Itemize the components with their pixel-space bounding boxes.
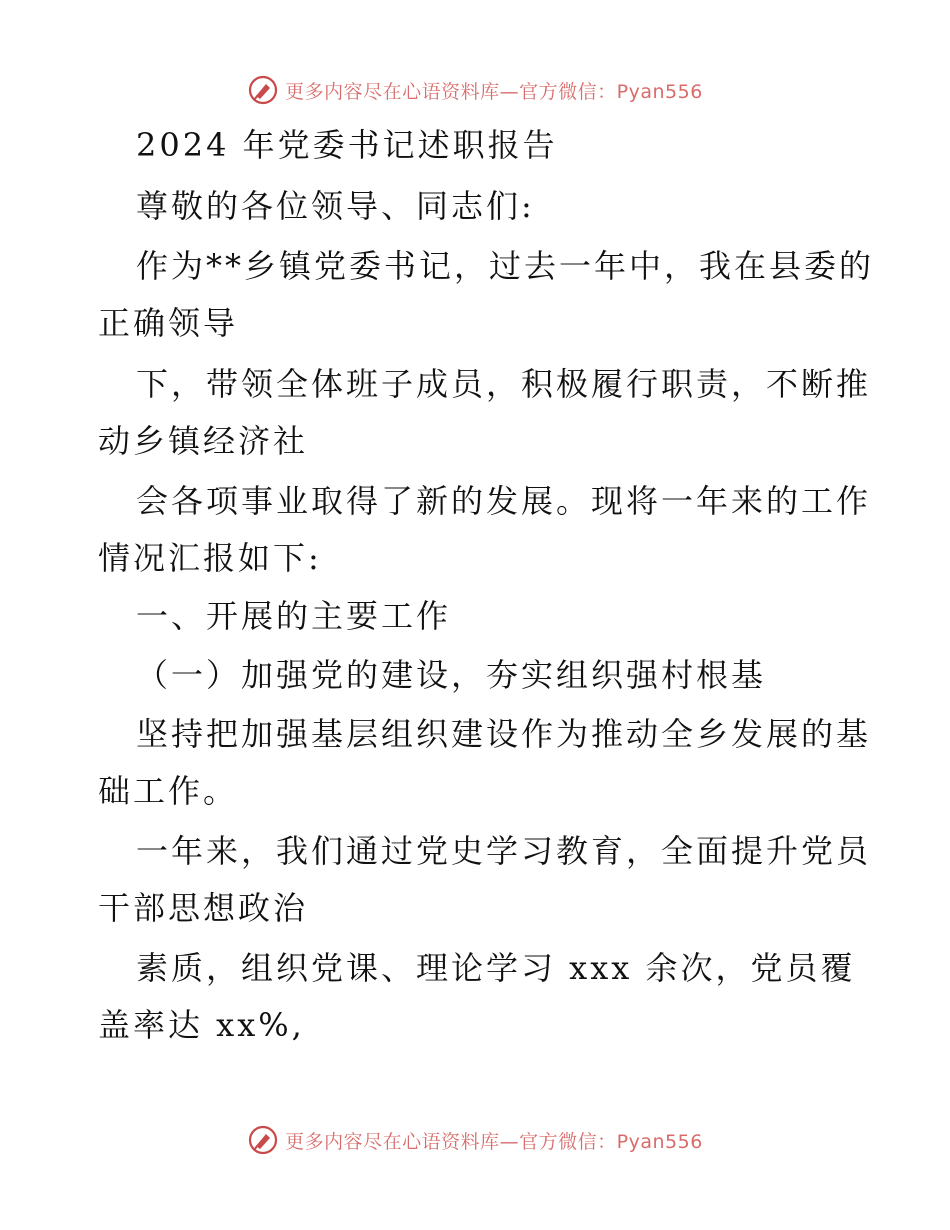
- paragraph-line: 情况汇报如下:: [98, 539, 322, 577]
- paragraph-line: 会各项事业取得了新的发展。现将一年来的工作: [136, 482, 872, 520]
- paragraph-line: 素质，组织党课、理论学习 xxx 余次，党员覆: [136, 949, 856, 987]
- paragraph-line: 础工作。: [98, 772, 239, 810]
- paragraph-line: 坚持把加强基层组织建设作为推动全乡发展的基: [136, 715, 872, 753]
- salutation: 尊敬的各位领导、同志们:: [136, 187, 535, 225]
- paragraph-line: 作为**乡镇党委书记，过去一年中，我在县委的: [136, 247, 875, 285]
- document-title: 2024 年党委书记述职报告: [136, 126, 558, 164]
- watermark-text: 更多内容尽在心语资料库—官方微信：Pyan556: [285, 80, 703, 103]
- paragraph-line: 动乡镇经济社: [98, 422, 309, 460]
- paragraph-line: 干部思想政治: [98, 889, 309, 927]
- watermark-footer: [0, 1120, 950, 1160]
- paragraph-line: 盖率达 xx%,: [98, 1006, 305, 1044]
- section-heading: 一、开展的主要工作: [136, 597, 452, 635]
- pen-nib-logo-icon: [247, 1124, 279, 1156]
- pen-nib-logo-icon: [247, 74, 279, 106]
- watermark-header: [0, 70, 950, 110]
- subsection-heading: （一）加强党的建设，夯实组织强村根基: [136, 656, 767, 694]
- paragraph-line: 正确领导: [98, 304, 239, 342]
- watermark-text: 更多内容尽在心语资料库—官方微信：Pyan556: [285, 1130, 703, 1153]
- paragraph-line: 一年来，我们通过党史学习教育，全面提升党员: [136, 832, 872, 870]
- paragraph-line: 下，带领全体班子成员，积极履行职责，不断推: [136, 365, 872, 403]
